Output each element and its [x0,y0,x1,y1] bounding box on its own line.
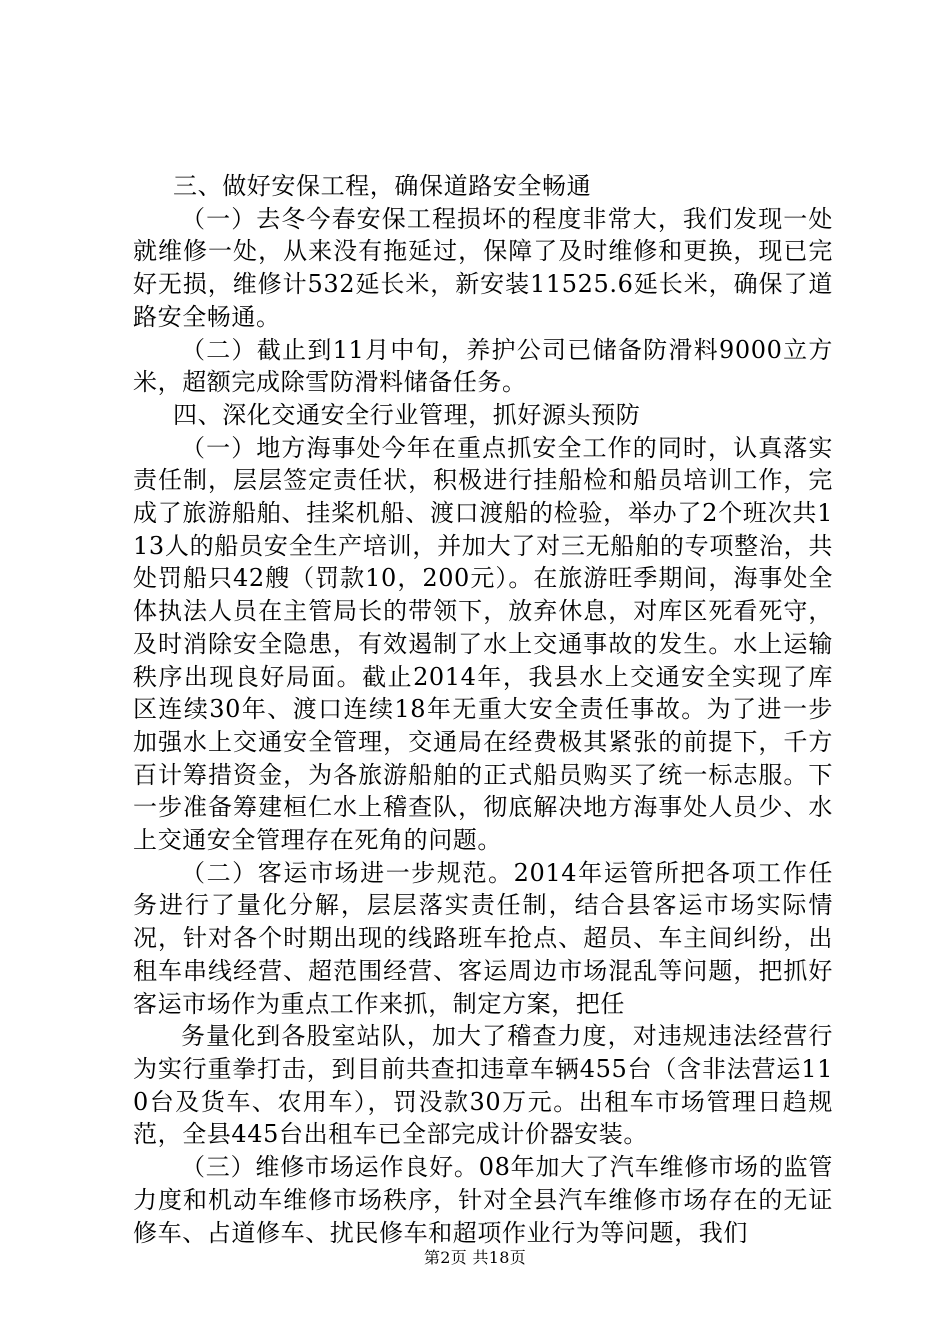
section-heading-4: 四、深化交通安全行业管理，抓好源头预防 [173,400,641,429]
paragraph: （二）截止到11月中旬，养护公司已储备防滑料9000立方米，超额完成除雪防滑料储备任务。 [133,335,833,397]
paragraph: （一）地方海事处今年在重点抓安全工作的同时，认真落实责任制，层层签定责任状，积极进行挂船检和船员培训工作，完成了旅游船舶、挂桨机船、渡口渡船的检验，举办了2个班次共113人的船员安全生产培训，并加大了对三无船舶的专项整治，共处罚船只42艘（罚款10，200元）。在旅游旺季期间，海事处全体执法人员在主管局长的带领下，放弃休息，对库区死看死守，及时消除安全隐患，有效遏制了水上交通事故的发生。水上运输秩序出现良好局面。截止2014年，我县水上交通安全实现了库区连续30年、渡口连续18年无重大安全责任事故。为了进一步加强水上交通安全管理，交通局在经费极其紧张的前提下，千方百计筹措资金，为各旅游船舶的正式船员购买了统一标志服。下一步准备筹建桓仁水上稽查队，彻底解决地方海事处人员少、水上交通安全管理存在死角的问题。 [133,433,833,855]
paragraph: 务量化到各股室站队，加大了稽查力度，对违规违法经营行为实行重拳打击，到目前共查扣违章车辆455台（含非法营运110台及货车、农用车），罚没款30万元。出租车市场管理日趋规范，全县445台出租车已全部完成计价器安装。 [133,1022,833,1149]
page-footer: 第2页 共18页 [423,1248,527,1267]
section-heading-3: 三、做好安保工程，确保道路安全畅通 [173,172,592,200]
document-body [133,170,833,1249]
paragraph: （二）客运市场进一步规范。2014年运管所把各项工作任务进行了量化分解，层层落实责任制，结合县客运市场实际情况，针对各个时期出现的线路班车抢点、超员、车主间纠纷，出租车串线经营、超范围经营、客运周边市场混乱等问题，把抓好客运市场作为重点工作来抓，制定方案，把任 [133,858,833,1018]
paragraph: （一）去冬今春安保工程损坏的程度非常大，我们发现一处就维修一处，从来没有拖延过，保障了及时维修和更换，现已完好无损，维修计532延长米，新安装11525.6延长米，确保了道路安全畅通。 [133,204,833,331]
paragraph: （三）维修市场运作良好。08年加大了汽车维修市场的监管力度和机动车维修市场秩序，针对全县汽车维修市场存在的无证修车、占道修车、扰民修车和超项作业行为等问题，我们 [133,1153,833,1247]
